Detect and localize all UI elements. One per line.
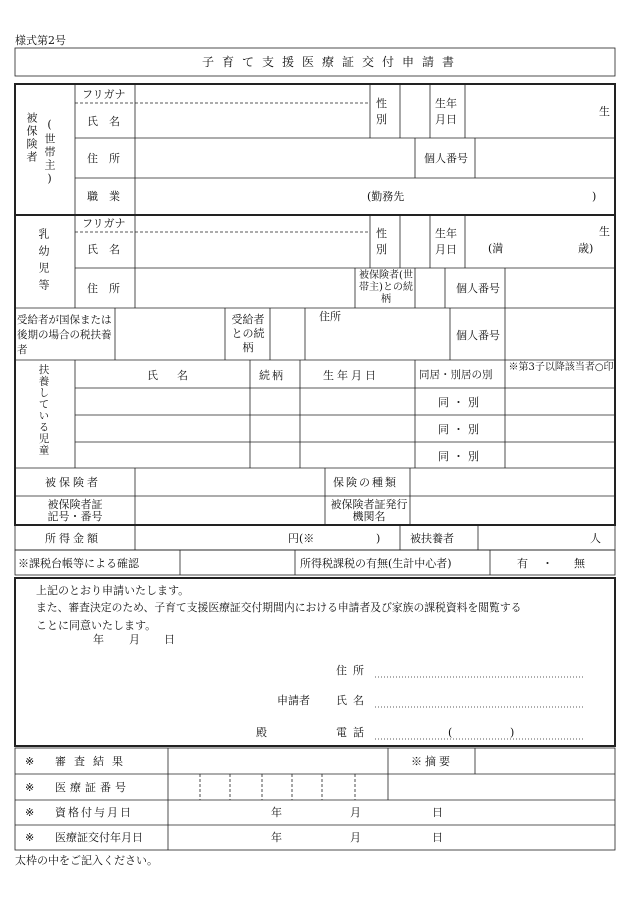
insured-section-label: 被保険者 bbox=[25, 112, 38, 164]
phone-open: ( bbox=[448, 726, 453, 739]
insurance-card-label: 被保険者証記号・番号 bbox=[47, 498, 103, 523]
tax-dot: ・ bbox=[542, 557, 553, 570]
office-month: 月 bbox=[350, 831, 361, 844]
insured-workplace-close: ) bbox=[592, 190, 597, 203]
child-relationship-label: 被保険者(世帯主)との続柄 bbox=[359, 270, 413, 305]
insured-furigana-label: フリガナ bbox=[82, 88, 126, 101]
office-mark: ※ bbox=[25, 831, 35, 844]
address-label: 住所 bbox=[336, 664, 370, 677]
child-section-label: 乳幼児等 bbox=[37, 228, 50, 296]
office-mark: ※ bbox=[25, 806, 35, 819]
income-yen: 円(※ bbox=[288, 532, 315, 545]
insured-sex-label: 性別 bbox=[376, 97, 387, 126]
office-year: 年 bbox=[271, 831, 282, 844]
office-qual-date-label: 資格付与月日 bbox=[55, 806, 133, 819]
insurance-insured-label: 被保険者 bbox=[45, 476, 101, 489]
declaration-line2: また、審査決定のため、子育て支援医療証交付期間内における申請者及び家族の課税資料を閲覧する bbox=[36, 601, 522, 614]
date-year: 年 bbox=[93, 633, 104, 646]
dependent-relationship-label: 受給者との続柄 bbox=[231, 313, 265, 354]
income-close: ) bbox=[376, 532, 381, 545]
insured-workplace-open: (勤務先 bbox=[367, 190, 405, 203]
child-name-label: 氏 名 bbox=[87, 243, 120, 256]
children-side-label: 扶養している児童 bbox=[37, 364, 50, 456]
dependent-address-label: 住所 bbox=[319, 310, 341, 323]
office-day: 日 bbox=[432, 806, 443, 819]
insured-address-label: 住 所 bbox=[87, 152, 120, 165]
date-month: 月 bbox=[129, 633, 140, 646]
office-mark: ※ bbox=[25, 755, 35, 768]
phone-label: 電話 bbox=[336, 726, 370, 739]
insured-name-label: 氏 名 bbox=[87, 115, 120, 128]
insured-birth-suffix: 生 bbox=[599, 105, 610, 118]
declaration-line1: 上記のとおり申請いたします。 bbox=[36, 584, 190, 597]
insured-birth-label: 生年月日 bbox=[435, 97, 457, 126]
tax-confirm-label: ※課税台帳等による確認 bbox=[18, 557, 139, 570]
children-header-relation: 続柄 bbox=[259, 369, 285, 382]
office-year: 年 bbox=[271, 806, 282, 819]
income-dependents-label: 被扶養者 bbox=[410, 532, 454, 545]
office-mark: ※ bbox=[25, 781, 35, 794]
children-header-third: ※第3子以降該当者○印 bbox=[508, 362, 614, 373]
dependent-label: 受給者が国保または後期の場合の税扶養者 bbox=[17, 314, 112, 356]
date-day: 日 bbox=[164, 633, 175, 646]
income-person-unit: 人 bbox=[590, 532, 601, 545]
tax-no-option[interactable]: 無 bbox=[574, 557, 585, 570]
form-title: 子育て支援医療証交付申請書 bbox=[202, 55, 463, 69]
applicant-label: 申請者 bbox=[277, 694, 310, 707]
dependent-personal-no-label: 個人番号 bbox=[456, 329, 500, 342]
children-row-cohabit[interactable]: 同・別 bbox=[438, 423, 483, 436]
income-label: 所得金額 bbox=[45, 532, 101, 545]
child-sex-label: 性別 bbox=[376, 227, 387, 256]
child-personal-no-label: 個人番号 bbox=[456, 282, 500, 295]
child-birth-label: 生年月日 bbox=[435, 227, 457, 256]
tax-yes-option[interactable]: 有 bbox=[517, 557, 528, 570]
office-day: 日 bbox=[432, 831, 443, 844]
child-address-label: 住 所 bbox=[87, 282, 120, 295]
office-summary-label: ※摘要 bbox=[411, 755, 453, 768]
children-row-cohabit[interactable]: 同・別 bbox=[438, 450, 483, 463]
insured-personal-no-label: 個人番号 bbox=[424, 152, 468, 165]
office-issue-date-label: 医療証交付年月日 bbox=[55, 831, 143, 844]
phone-close: ) bbox=[510, 726, 515, 739]
footer-note: 太枠の中をご記入ください。 bbox=[15, 854, 158, 867]
child-furigana-label: フリガナ bbox=[82, 217, 126, 230]
child-birth-suffix: 生 bbox=[599, 225, 610, 238]
declaration-line3: ことに同意いたします。 bbox=[36, 619, 157, 632]
honorific: 殿 bbox=[256, 726, 267, 739]
insurance-type-label: 保険の種類 bbox=[333, 476, 398, 489]
children-header-name: 氏 名 bbox=[147, 369, 192, 382]
children-row-cohabit[interactable]: 同・別 bbox=[438, 396, 483, 409]
office-review-label: 審査結果 bbox=[55, 755, 131, 768]
child-age-close: 歳) bbox=[578, 242, 594, 255]
insured-section-sub: (世帯主) bbox=[43, 118, 56, 187]
insured-occupation-label: 職 業 bbox=[87, 190, 120, 203]
tax-label: 所得税課税の有無(生計中心者) bbox=[300, 557, 452, 570]
office-cert-no-label: 医療証番号 bbox=[55, 781, 130, 794]
child-age-open: (満 bbox=[488, 242, 504, 255]
children-header-cohabit: 同居・別居の別 bbox=[419, 369, 493, 381]
name-label: 氏名 bbox=[336, 694, 370, 707]
form-number: 様式第2号 bbox=[15, 34, 66, 47]
children-header-birth: 生年月日 bbox=[323, 369, 379, 382]
insurance-issuer-label: 被保険者証発行機関名 bbox=[330, 498, 408, 523]
office-month: 月 bbox=[350, 806, 361, 819]
